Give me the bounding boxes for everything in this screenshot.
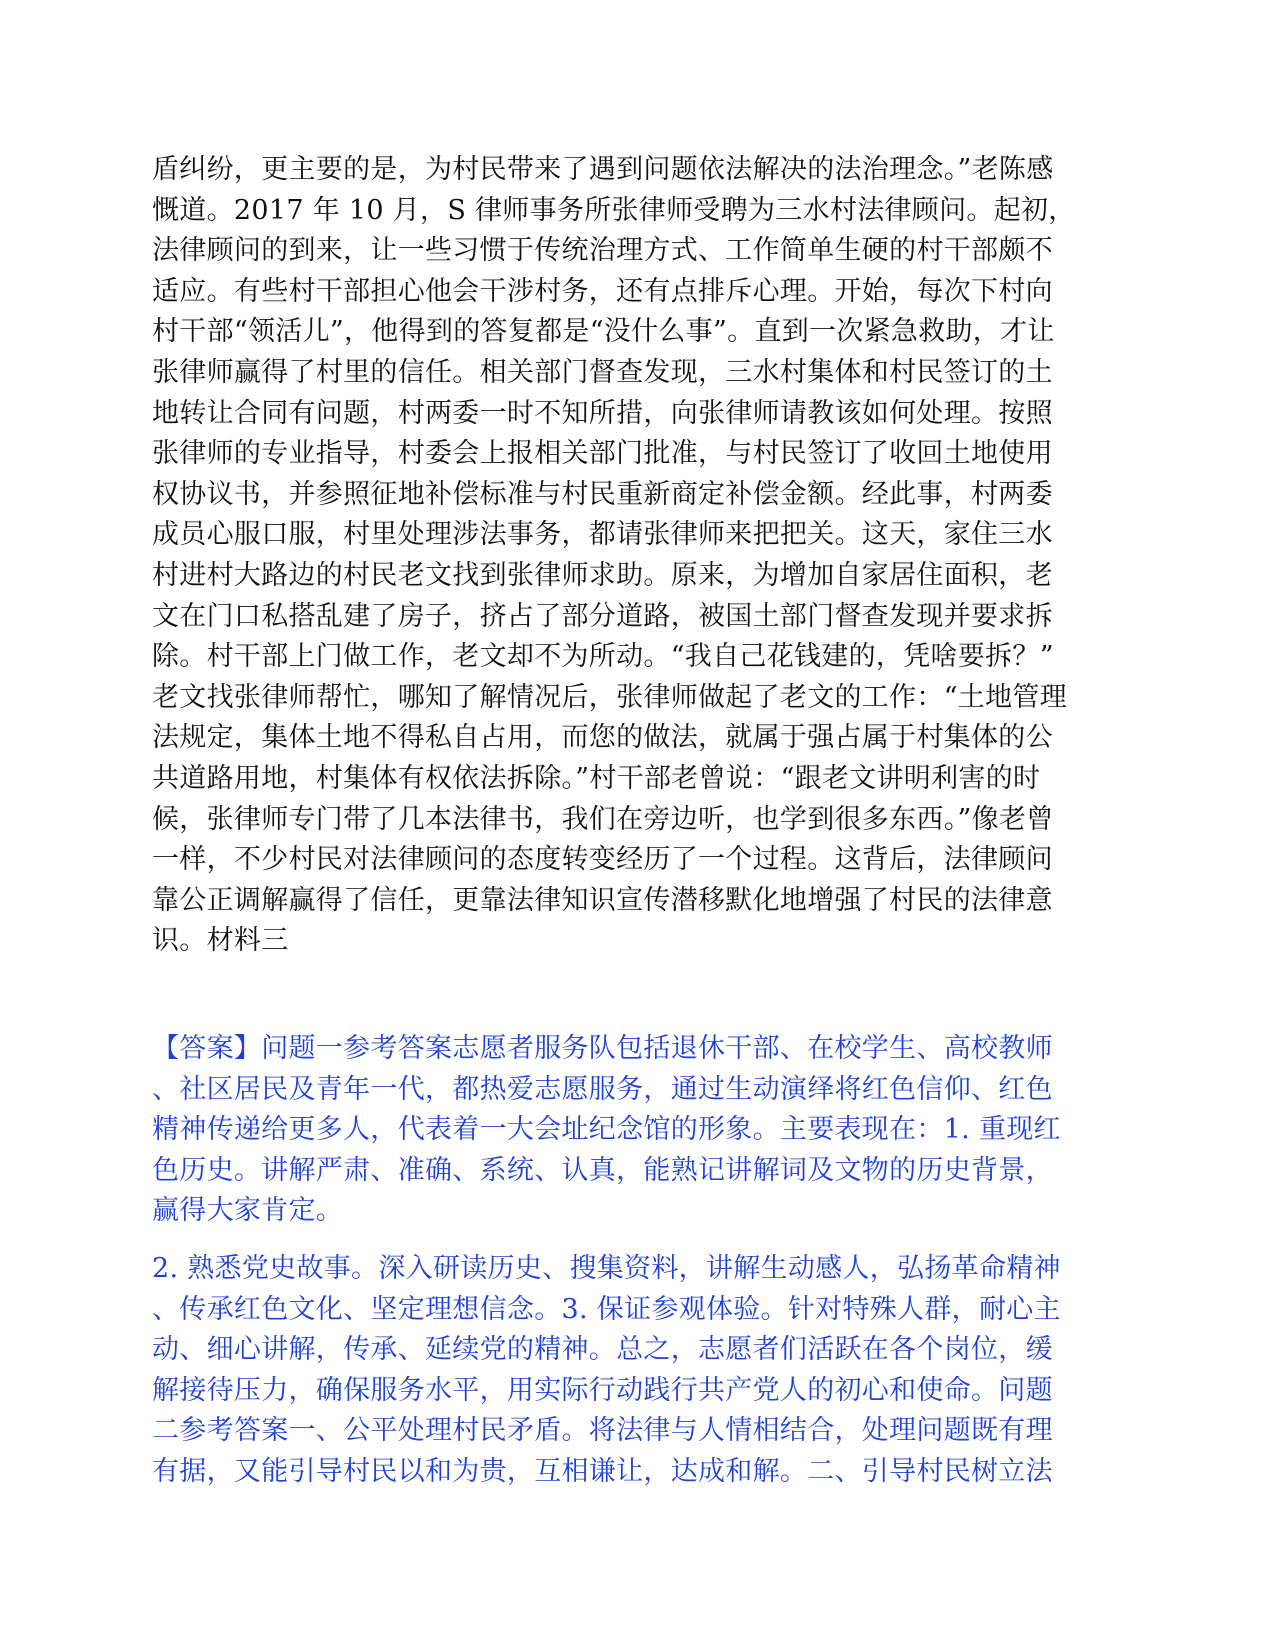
answer-line: 二参考答案一、公平处理村民矛盾。将法律与人情相结合，处理问题既有理 bbox=[152, 1415, 1053, 1447]
answer-line: 赢得大家肯定。 bbox=[152, 1195, 344, 1227]
answer-line: 精神传递给更多人，代表着一大会址纪念馆的形象。主要表现在：1. 重现红 bbox=[152, 1114, 1061, 1146]
text-line: 村干部“领活儿”，他得到的答复都是“没什么事”。直到一次紧急救助，才让 bbox=[152, 316, 1055, 348]
text-line: 文在门口私搭乱建了房子，挤占了部分道路，被国土部门督查发现并要求拆 bbox=[152, 600, 1053, 632]
text-line: 共道路用地，村集体有权依法拆除。”村干部老曾说：“跟老文讲明利害的时 bbox=[152, 762, 1041, 794]
text-line: 识。材料三 bbox=[152, 925, 289, 957]
text-line: 权协议书，并参照征地补偿标准与村民重新商定补偿金额。经此事，村两委 bbox=[152, 478, 1053, 510]
text-line: 慨道。2017 年 10 月，S 律师事务所张律师受聘为三水村法律顾问。起初， bbox=[152, 194, 1076, 226]
text-line: 成员心服口服，村里处理涉法事务，都请张律师来把把关。这天，家住三水 bbox=[152, 519, 1053, 551]
answer-line: 色历史。讲解严肃、准确、系统、认真，能熟记讲解词及文物的历史背景， bbox=[152, 1154, 1053, 1186]
answer-line: 解接待压力，确保服务水平，用实际行动践行共产党人的初心和使命。问题 bbox=[152, 1374, 1053, 1406]
answer-line: 动、细心讲解，传承、延续党的精神。总之，志愿者们活跃在各个岗位，缓 bbox=[152, 1334, 1053, 1366]
text-line: 靠公正调解赢得了信任，更靠法律知识宣传潜移默化地增强了村民的法律意 bbox=[152, 884, 1053, 916]
answer-paragraph-2 bbox=[152, 1249, 1127, 1493]
answer-paragraph-1 bbox=[152, 1029, 1127, 1232]
text-line: 地转让合同有问题，村两委一时不知所措，向张律师请教该如何处理。按照 bbox=[152, 397, 1053, 429]
answer-line: 、社区居民及青年一代，都热爱志愿服务，通过生动演绎将红色信仰、红色 bbox=[152, 1073, 1053, 1105]
text-line: 除。村干部上门做工作，老文却不为所动。“我自己花钱建的，凭啥要拆？” bbox=[152, 641, 1054, 673]
text-line: 盾纠纷，更主要的是，为村民带来了遇到问题依法解决的法治理念。”老陈感 bbox=[152, 154, 1054, 185]
answer-line: 有据，又能引导村民以和为贵，互相谦让，达成和解。二、引导村民树立法 bbox=[152, 1455, 1053, 1487]
answer-line: 、传承红色文化、坚定理想信念。3. 保证参观体验。针对特殊人群，耐心主 bbox=[152, 1293, 1061, 1325]
text-line: 张律师赢得了村里的信任。相关部门督查发现，三水村集体和村民签订的土 bbox=[152, 356, 1053, 388]
text-line: 法律顾问的到来，让一些习惯于传统治理方式、工作简单生硬的村干部颇不 bbox=[152, 235, 1053, 267]
text-line: 一样，不少村民对法律顾问的态度转变经历了一个过程。这背后，法律顾问 bbox=[152, 844, 1053, 876]
answer-line: 【答案】问题一参考答案志愿者服务队包括退休干部、在校学生、高校教师 bbox=[152, 1033, 1053, 1064]
text-line: 适应。有些村干部担心他会干涉村务，还有点排斥心理。开始，每次下村向 bbox=[152, 275, 1053, 307]
text-line: 法规定，集体土地不得私自占用，而您的做法，就属于强占属于村集体的公 bbox=[152, 722, 1053, 754]
text-line: 老文找张律师帮忙，哪知了解情况后，张律师做起了老文的工作：“土地管理 bbox=[152, 681, 1068, 713]
material-paragraph bbox=[152, 150, 1127, 962]
answer-line: 2. 熟悉党史故事。深入研读历史、搜集资料，讲解生动感人，弘扬革命精神 bbox=[152, 1253, 1061, 1284]
text-line: 张律师的专业指导，村委会上报相关部门批准，与村民签订了收回土地使用 bbox=[152, 438, 1053, 470]
text-line: 村进村大路边的村民老文找到张律师求助。原来，为增加自家居住面积，老 bbox=[152, 559, 1053, 591]
text-line: 候，张律师专门带了几本法律书，我们在旁边听，也学到很多东西。”像老曾 bbox=[152, 803, 1054, 835]
